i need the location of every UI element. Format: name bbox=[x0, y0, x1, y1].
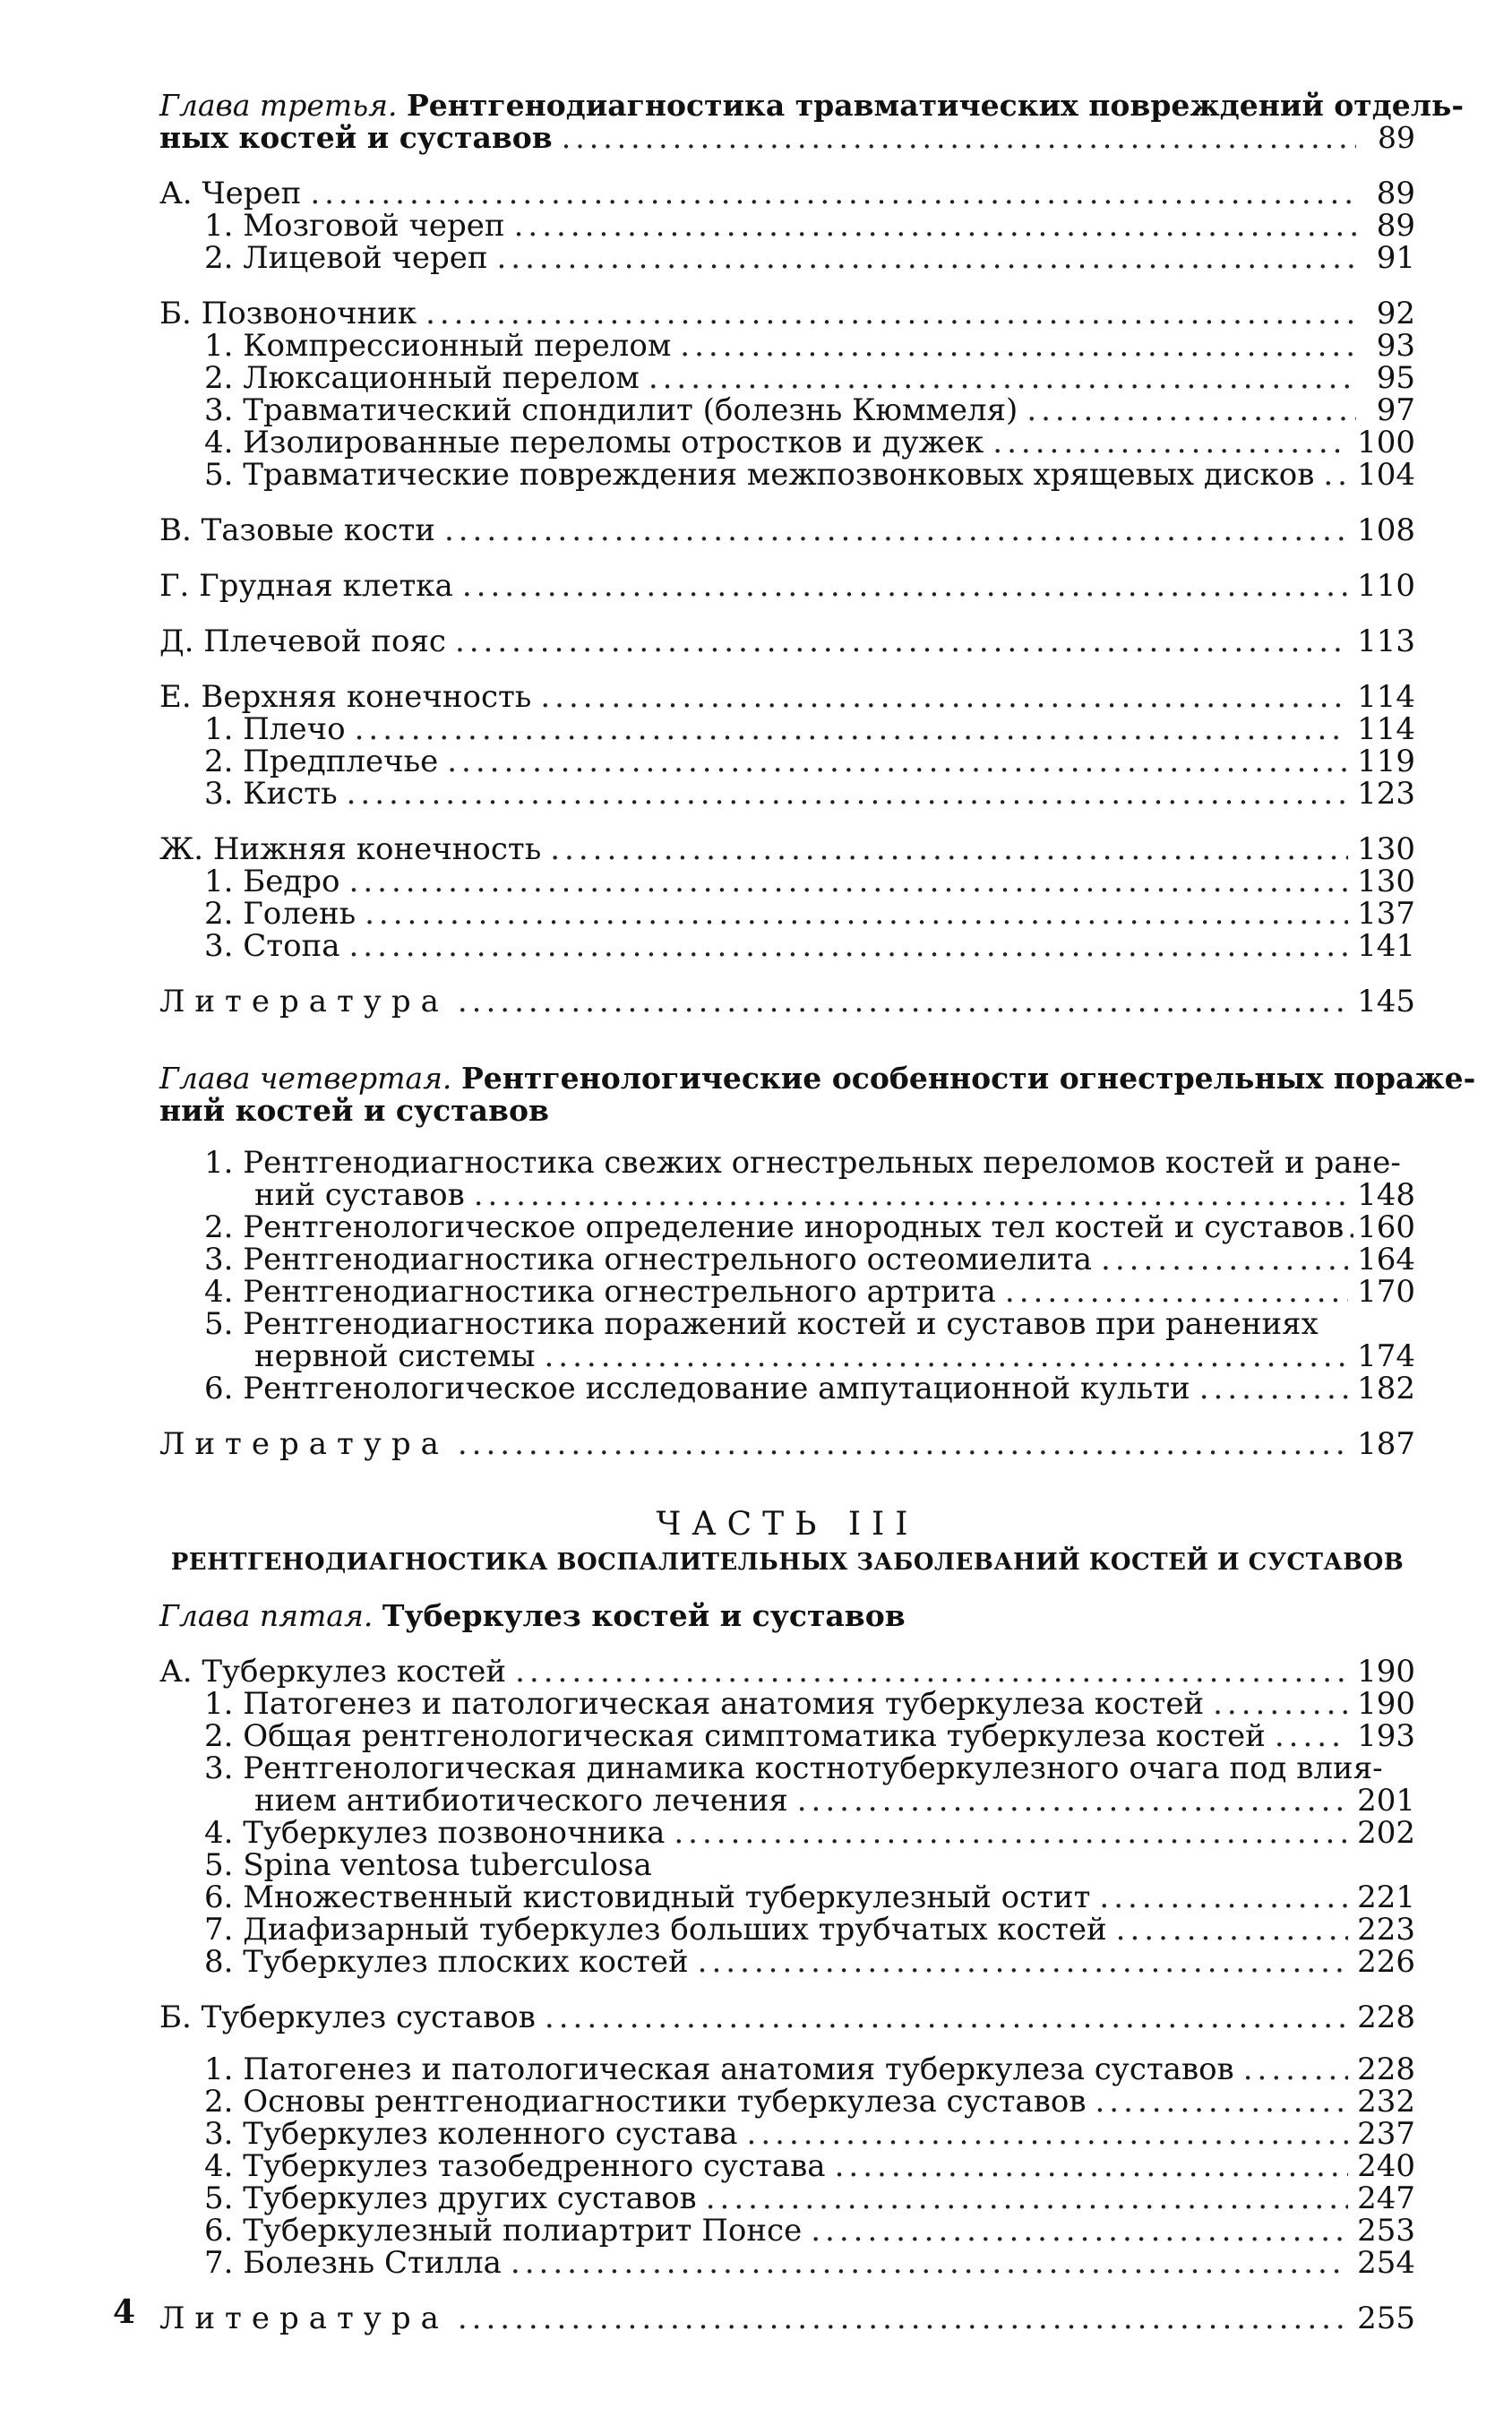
page-ref: 108 bbox=[1357, 512, 1415, 548]
chapter-4-heading bbox=[159, 1061, 1476, 1096]
table-of-contents bbox=[159, 88, 1476, 2336]
toc-entry[interactable] bbox=[159, 745, 1415, 778]
toc-section[interactable] bbox=[159, 625, 1415, 658]
section-title: Б. Туберкулез суставов bbox=[159, 2000, 536, 2035]
toc-entry[interactable] bbox=[159, 122, 1415, 154]
toc-entry[interactable] bbox=[159, 1243, 1415, 1276]
page-ref: 228 bbox=[1357, 2000, 1415, 2035]
toc-entry[interactable] bbox=[159, 1946, 1415, 1978]
entry-title: 6. Множественный кистовидный туберкулезный остит bbox=[204, 1879, 1091, 1915]
page-ref: 254 bbox=[1357, 2245, 1415, 2281]
toc-entry[interactable] bbox=[159, 1720, 1415, 1752]
page-ref: 182 bbox=[1357, 1371, 1415, 1406]
dot-leader bbox=[1347, 1211, 1353, 1243]
toc-entry[interactable] bbox=[159, 362, 1415, 394]
toc-section[interactable] bbox=[159, 297, 1415, 330]
entry-title: 1. Патогенез и патологическая анатомия туберкулеза суставов bbox=[204, 2051, 1234, 2087]
entry-title: 6. Туберкулезный полиартрит Понсе bbox=[204, 2213, 803, 2249]
dot-leader bbox=[562, 122, 1356, 154]
page-ref: 93 bbox=[1376, 328, 1415, 364]
entry-title: 4. Изолированные переломы отростков и дужек bbox=[204, 425, 984, 460]
dot-leader bbox=[540, 681, 1348, 713]
toc-entry[interactable] bbox=[159, 2247, 1415, 2279]
dot-leader bbox=[458, 1428, 1348, 1460]
entry-title: 3. Травматический спондилит (болезнь Кюммеля) bbox=[204, 392, 1018, 428]
dot-leader bbox=[811, 2215, 1348, 2247]
toc-entry[interactable] bbox=[159, 1211, 1415, 1243]
dot-leader bbox=[511, 2247, 1348, 2279]
entry-title: 1. Плечо bbox=[204, 711, 346, 747]
dot-leader bbox=[365, 898, 1348, 930]
section-title: Б. Позвоночник bbox=[159, 296, 417, 331]
dot-leader bbox=[347, 778, 1349, 810]
literature-title: Литература bbox=[159, 984, 449, 1019]
entry-title: 1. Компрессионный перелом bbox=[204, 328, 672, 364]
entry-title: 5. Туберкулез других суставов bbox=[204, 2180, 697, 2216]
chapter-4-title-line2: ний костей и суставов bbox=[159, 1093, 549, 1128]
toc-section[interactable] bbox=[159, 1656, 1415, 1688]
toc-entry[interactable] bbox=[159, 713, 1415, 745]
entry-title-cont: нервной системы bbox=[254, 1338, 536, 1374]
toc-entry[interactable] bbox=[159, 1881, 1415, 1914]
page-ref: 89 bbox=[1376, 208, 1415, 244]
entry-title: 2. Общая рентгенологическая симптоматика туберкулеза костей bbox=[204, 1718, 1266, 1754]
dot-leader bbox=[458, 2302, 1348, 2335]
section-title: В. Тазовые кости bbox=[159, 512, 435, 548]
toc-section[interactable] bbox=[159, 2001, 1415, 2034]
toc-section[interactable] bbox=[159, 681, 1415, 713]
toc-entry[interactable] bbox=[159, 242, 1415, 274]
toc-entry[interactable] bbox=[159, 1849, 1415, 1881]
page-ref: 130 bbox=[1357, 831, 1415, 867]
page-ref: 95 bbox=[1376, 360, 1415, 396]
toc-entry[interactable] bbox=[159, 210, 1415, 242]
page-ref: 202 bbox=[1357, 1815, 1415, 1851]
part-subtitle: РЕНТГЕНОДИАГНОСТИКА ВОСПАЛИТЕЛЬНЫХ ЗАБОЛЕВАНИЙ КОСТЕЙ И СУСТАВОВ bbox=[170, 1549, 1405, 1576]
dot-leader bbox=[1275, 1720, 1348, 1752]
entry-title: 2. Голень bbox=[204, 896, 357, 932]
dot-leader bbox=[747, 2118, 1349, 2150]
literature-title: Литература bbox=[159, 2301, 449, 2336]
page-ref: 100 bbox=[1357, 425, 1415, 460]
toc-entry[interactable] bbox=[159, 394, 1415, 426]
entry-title: 7. Болезнь Стилла bbox=[204, 2245, 502, 2281]
entry-title-cont: нием антибиотического лечения bbox=[254, 1783, 788, 1819]
page-ref: 193 bbox=[1357, 1718, 1415, 1754]
entry-title-cont: ний суставов bbox=[254, 1177, 465, 1213]
entry-title: 1. Мозговой череп bbox=[204, 208, 505, 244]
entry-title: 6. Рентгенологическое исследование ампутационной культи bbox=[204, 1371, 1190, 1406]
dot-leader bbox=[1243, 2053, 1348, 2086]
dot-leader bbox=[515, 1656, 1348, 1688]
toc-entry[interactable] bbox=[159, 426, 1415, 459]
toc-literature[interactable] bbox=[159, 1428, 1415, 1460]
section-title: А. Туберкулез костей bbox=[159, 1654, 507, 1690]
page-ref: 113 bbox=[1357, 624, 1415, 659]
dot-leader bbox=[550, 833, 1348, 865]
toc-entry[interactable] bbox=[159, 1276, 1415, 1308]
toc-entry[interactable] bbox=[159, 2150, 1415, 2182]
page-ref: 170 bbox=[1357, 1274, 1415, 1310]
chapter-4-title-line1: Рентгенологические особенности огнестрельных пораже- bbox=[460, 1061, 1476, 1096]
page-ref: 97 bbox=[1376, 392, 1415, 428]
toc-entry[interactable] bbox=[159, 1179, 1415, 1211]
toc-entry[interactable] bbox=[159, 2086, 1415, 2118]
dot-leader bbox=[1027, 394, 1356, 426]
page-ref: 160 bbox=[1357, 1209, 1415, 1245]
chapter-5-title: Туберкулез костей и суставов bbox=[382, 1598, 906, 1633]
page-ref: 187 bbox=[1357, 1426, 1415, 1462]
section-title: Ж. Нижняя конечность bbox=[159, 831, 542, 867]
dot-leader bbox=[797, 1785, 1348, 1817]
entry-title: 3. Туберкулез коленного сустава bbox=[204, 2116, 738, 2152]
page-ref: 190 bbox=[1357, 1654, 1415, 1690]
chapter-3-title-line2: ных костей и суставов bbox=[159, 120, 553, 155]
dot-leader bbox=[698, 1946, 1348, 1978]
dot-leader bbox=[1323, 459, 1348, 491]
dot-leader bbox=[514, 210, 1356, 242]
toc-literature[interactable] bbox=[159, 985, 1415, 1018]
literature-title: Литература bbox=[159, 1426, 449, 1462]
entry-title: 2. Предплечье bbox=[204, 744, 439, 779]
page-ref: 232 bbox=[1357, 2084, 1415, 2120]
page-ref: 145 bbox=[1357, 984, 1415, 1019]
section-title: Г. Грудная клетка bbox=[159, 568, 453, 604]
toc-entry[interactable] bbox=[159, 898, 1415, 930]
page-number: 4 bbox=[113, 2293, 136, 2331]
toc-section[interactable] bbox=[159, 833, 1415, 865]
entry-title: 5. Spina ventosa tuberculosa bbox=[204, 1847, 652, 1883]
dot-leader bbox=[1099, 1881, 1348, 1914]
page-ref: 148 bbox=[1357, 1177, 1415, 1213]
dot-leader bbox=[349, 865, 1349, 898]
dot-leader bbox=[680, 330, 1356, 362]
page-ref: 247 bbox=[1357, 2180, 1415, 2216]
entry-title: 3. Рентгенодиагностика огнестрельного остеомиелита bbox=[204, 1242, 1093, 1277]
dot-leader bbox=[706, 2182, 1348, 2215]
toc-literature[interactable] bbox=[159, 2302, 1415, 2335]
toc-entry[interactable] bbox=[159, 1914, 1415, 1946]
page-ref: 240 bbox=[1357, 2148, 1415, 2184]
dot-leader bbox=[1213, 1688, 1348, 1720]
dot-leader bbox=[1005, 1276, 1348, 1308]
dot-leader bbox=[544, 1340, 1348, 1372]
chapter-5-label: Глава пятая. bbox=[159, 1598, 374, 1633]
page-ref: 104 bbox=[1357, 457, 1415, 493]
toc-entry[interactable] bbox=[159, 930, 1415, 962]
dot-leader bbox=[444, 514, 1348, 546]
page-ref: 92 bbox=[1376, 296, 1415, 331]
entry-title: 4. Туберкулез позвоночника bbox=[204, 1815, 666, 1851]
page-ref: 123 bbox=[1357, 776, 1415, 812]
entry-title: 4. Туберкулез тазобедренного сустава bbox=[204, 2148, 826, 2184]
toc-entry[interactable] bbox=[159, 1688, 1415, 1720]
toc-entry[interactable] bbox=[159, 2118, 1415, 2150]
dot-leader bbox=[425, 297, 1356, 330]
toc-section[interactable] bbox=[159, 570, 1415, 602]
chapter-3-heading bbox=[159, 88, 1465, 123]
page-ref: 174 bbox=[1357, 1338, 1415, 1374]
chapter-4-heading-cont bbox=[159, 1095, 1415, 1127]
dot-leader bbox=[447, 745, 1348, 778]
page-ref: 110 bbox=[1357, 568, 1415, 604]
toc-entry[interactable] bbox=[159, 1372, 1415, 1405]
dot-leader bbox=[458, 985, 1348, 1018]
entry-title: 1. Рентгенодиагностика свежих огнестрельных переломов костей и ране- bbox=[204, 1145, 1401, 1181]
dot-leader bbox=[674, 1817, 1348, 1849]
dot-leader bbox=[1199, 1372, 1348, 1405]
section-title: Д. Плечевой пояс bbox=[159, 624, 446, 659]
toc-entry[interactable] bbox=[159, 2182, 1415, 2215]
dot-leader bbox=[992, 426, 1348, 459]
toc-entry[interactable] bbox=[159, 1785, 1415, 1817]
page-ref: 221 bbox=[1357, 1879, 1415, 1915]
toc-entry-line1[interactable] bbox=[159, 1752, 1415, 1785]
toc-entry[interactable] bbox=[159, 1817, 1415, 1849]
toc-section[interactable] bbox=[159, 177, 1415, 210]
page-ref: 119 bbox=[1357, 744, 1415, 779]
page-ref: 91 bbox=[1376, 240, 1415, 276]
toc-entry[interactable] bbox=[159, 778, 1415, 810]
part-title: ЧАСТЬ III bbox=[656, 1506, 919, 1543]
toc-entry[interactable] bbox=[159, 2215, 1415, 2247]
dot-leader bbox=[497, 242, 1357, 274]
chapter-3-label: Глава третья. bbox=[159, 88, 398, 123]
entry-title: 2. Рентгенологическое определение инородных тел костей и суставов bbox=[204, 1209, 1344, 1245]
page-ref: 255 bbox=[1357, 2301, 1415, 2336]
toc-entry[interactable] bbox=[159, 865, 1415, 898]
entry-title: 3. Стопа bbox=[204, 928, 340, 964]
entry-title: 2. Лицевой череп bbox=[204, 240, 488, 276]
dot-leader bbox=[1095, 2086, 1348, 2118]
page-ref: 237 bbox=[1357, 2116, 1415, 2152]
dot-leader bbox=[1101, 1243, 1348, 1276]
toc-section[interactable] bbox=[159, 514, 1415, 546]
toc-entry[interactable] bbox=[159, 2053, 1415, 2086]
dot-leader bbox=[355, 713, 1349, 745]
chapter-4-label: Глава четвертая. bbox=[159, 1061, 452, 1096]
page-ref: 223 bbox=[1357, 1912, 1415, 1948]
entry-title: 2. Люксационный перелом bbox=[204, 360, 640, 396]
entry-title: 4. Рентгенодиагностика огнестрельного артрита bbox=[204, 1274, 996, 1310]
toc-entry[interactable] bbox=[159, 1340, 1415, 1372]
dot-leader bbox=[462, 570, 1348, 602]
dot-leader bbox=[1116, 1914, 1348, 1946]
page-ref: 114 bbox=[1357, 679, 1415, 715]
chapter-5-heading bbox=[159, 1600, 1415, 1632]
toc-entry[interactable] bbox=[159, 330, 1415, 362]
entry-title: 8. Туберкулез плоских костей bbox=[204, 1944, 689, 1980]
page-ref: 89 bbox=[1376, 176, 1415, 211]
page-ref: 130 bbox=[1357, 864, 1415, 899]
entry-title: 5. Травматические повреждения межпозвонковых хрящевых дисков bbox=[204, 457, 1315, 493]
page-ref: 137 bbox=[1357, 896, 1415, 932]
entry-title: 3. Кисть bbox=[204, 776, 338, 812]
dot-leader bbox=[649, 362, 1356, 394]
entry-title: 7. Диафизарный туберкулез больших трубчатых костей bbox=[204, 1912, 1107, 1948]
toc-entry[interactable] bbox=[159, 459, 1415, 491]
section-title: Е. Верхняя конечность bbox=[159, 679, 532, 715]
dot-leader bbox=[835, 2150, 1349, 2182]
page-ref: 228 bbox=[1357, 2051, 1415, 2087]
section-title: А. Череп bbox=[159, 176, 302, 211]
page-ref: 226 bbox=[1357, 1944, 1415, 1980]
page-ref: 190 bbox=[1357, 1686, 1415, 1722]
page-ref: 141 bbox=[1357, 928, 1415, 964]
page-ref: 253 bbox=[1357, 2213, 1415, 2249]
entry-title: 1. Бедро bbox=[204, 864, 340, 899]
page-ref: 89 bbox=[1378, 120, 1415, 155]
toc-entry-line1[interactable] bbox=[159, 1308, 1415, 1340]
page-ref: 164 bbox=[1357, 1242, 1415, 1277]
dot-leader bbox=[348, 930, 1348, 962]
dot-leader bbox=[310, 177, 1356, 210]
chapter-3-title-line1: Рентгенодиагностика травматических повреждений отдель- bbox=[406, 88, 1465, 123]
dot-leader bbox=[545, 2001, 1348, 2034]
dot-leader bbox=[474, 1179, 1348, 1211]
entry-title: 3. Рентгенологическая динамика костнотуберкулезного очага под влия- bbox=[204, 1750, 1383, 1786]
toc-entry-line1[interactable] bbox=[159, 1147, 1415, 1179]
entry-title: 1. Патогенез и патологическая анатомия туберкулеза костей bbox=[204, 1686, 1205, 1722]
page-ref: 114 bbox=[1357, 711, 1415, 747]
entry-title: 2. Основы рентгенодиагностики туберкулеза суставов bbox=[204, 2084, 1087, 2120]
entry-title: 5. Рентгенодиагностика поражений костей и суставов при ранениях bbox=[204, 1306, 1319, 1342]
page-ref: 201 bbox=[1357, 1783, 1415, 1819]
dot-leader bbox=[455, 625, 1348, 658]
